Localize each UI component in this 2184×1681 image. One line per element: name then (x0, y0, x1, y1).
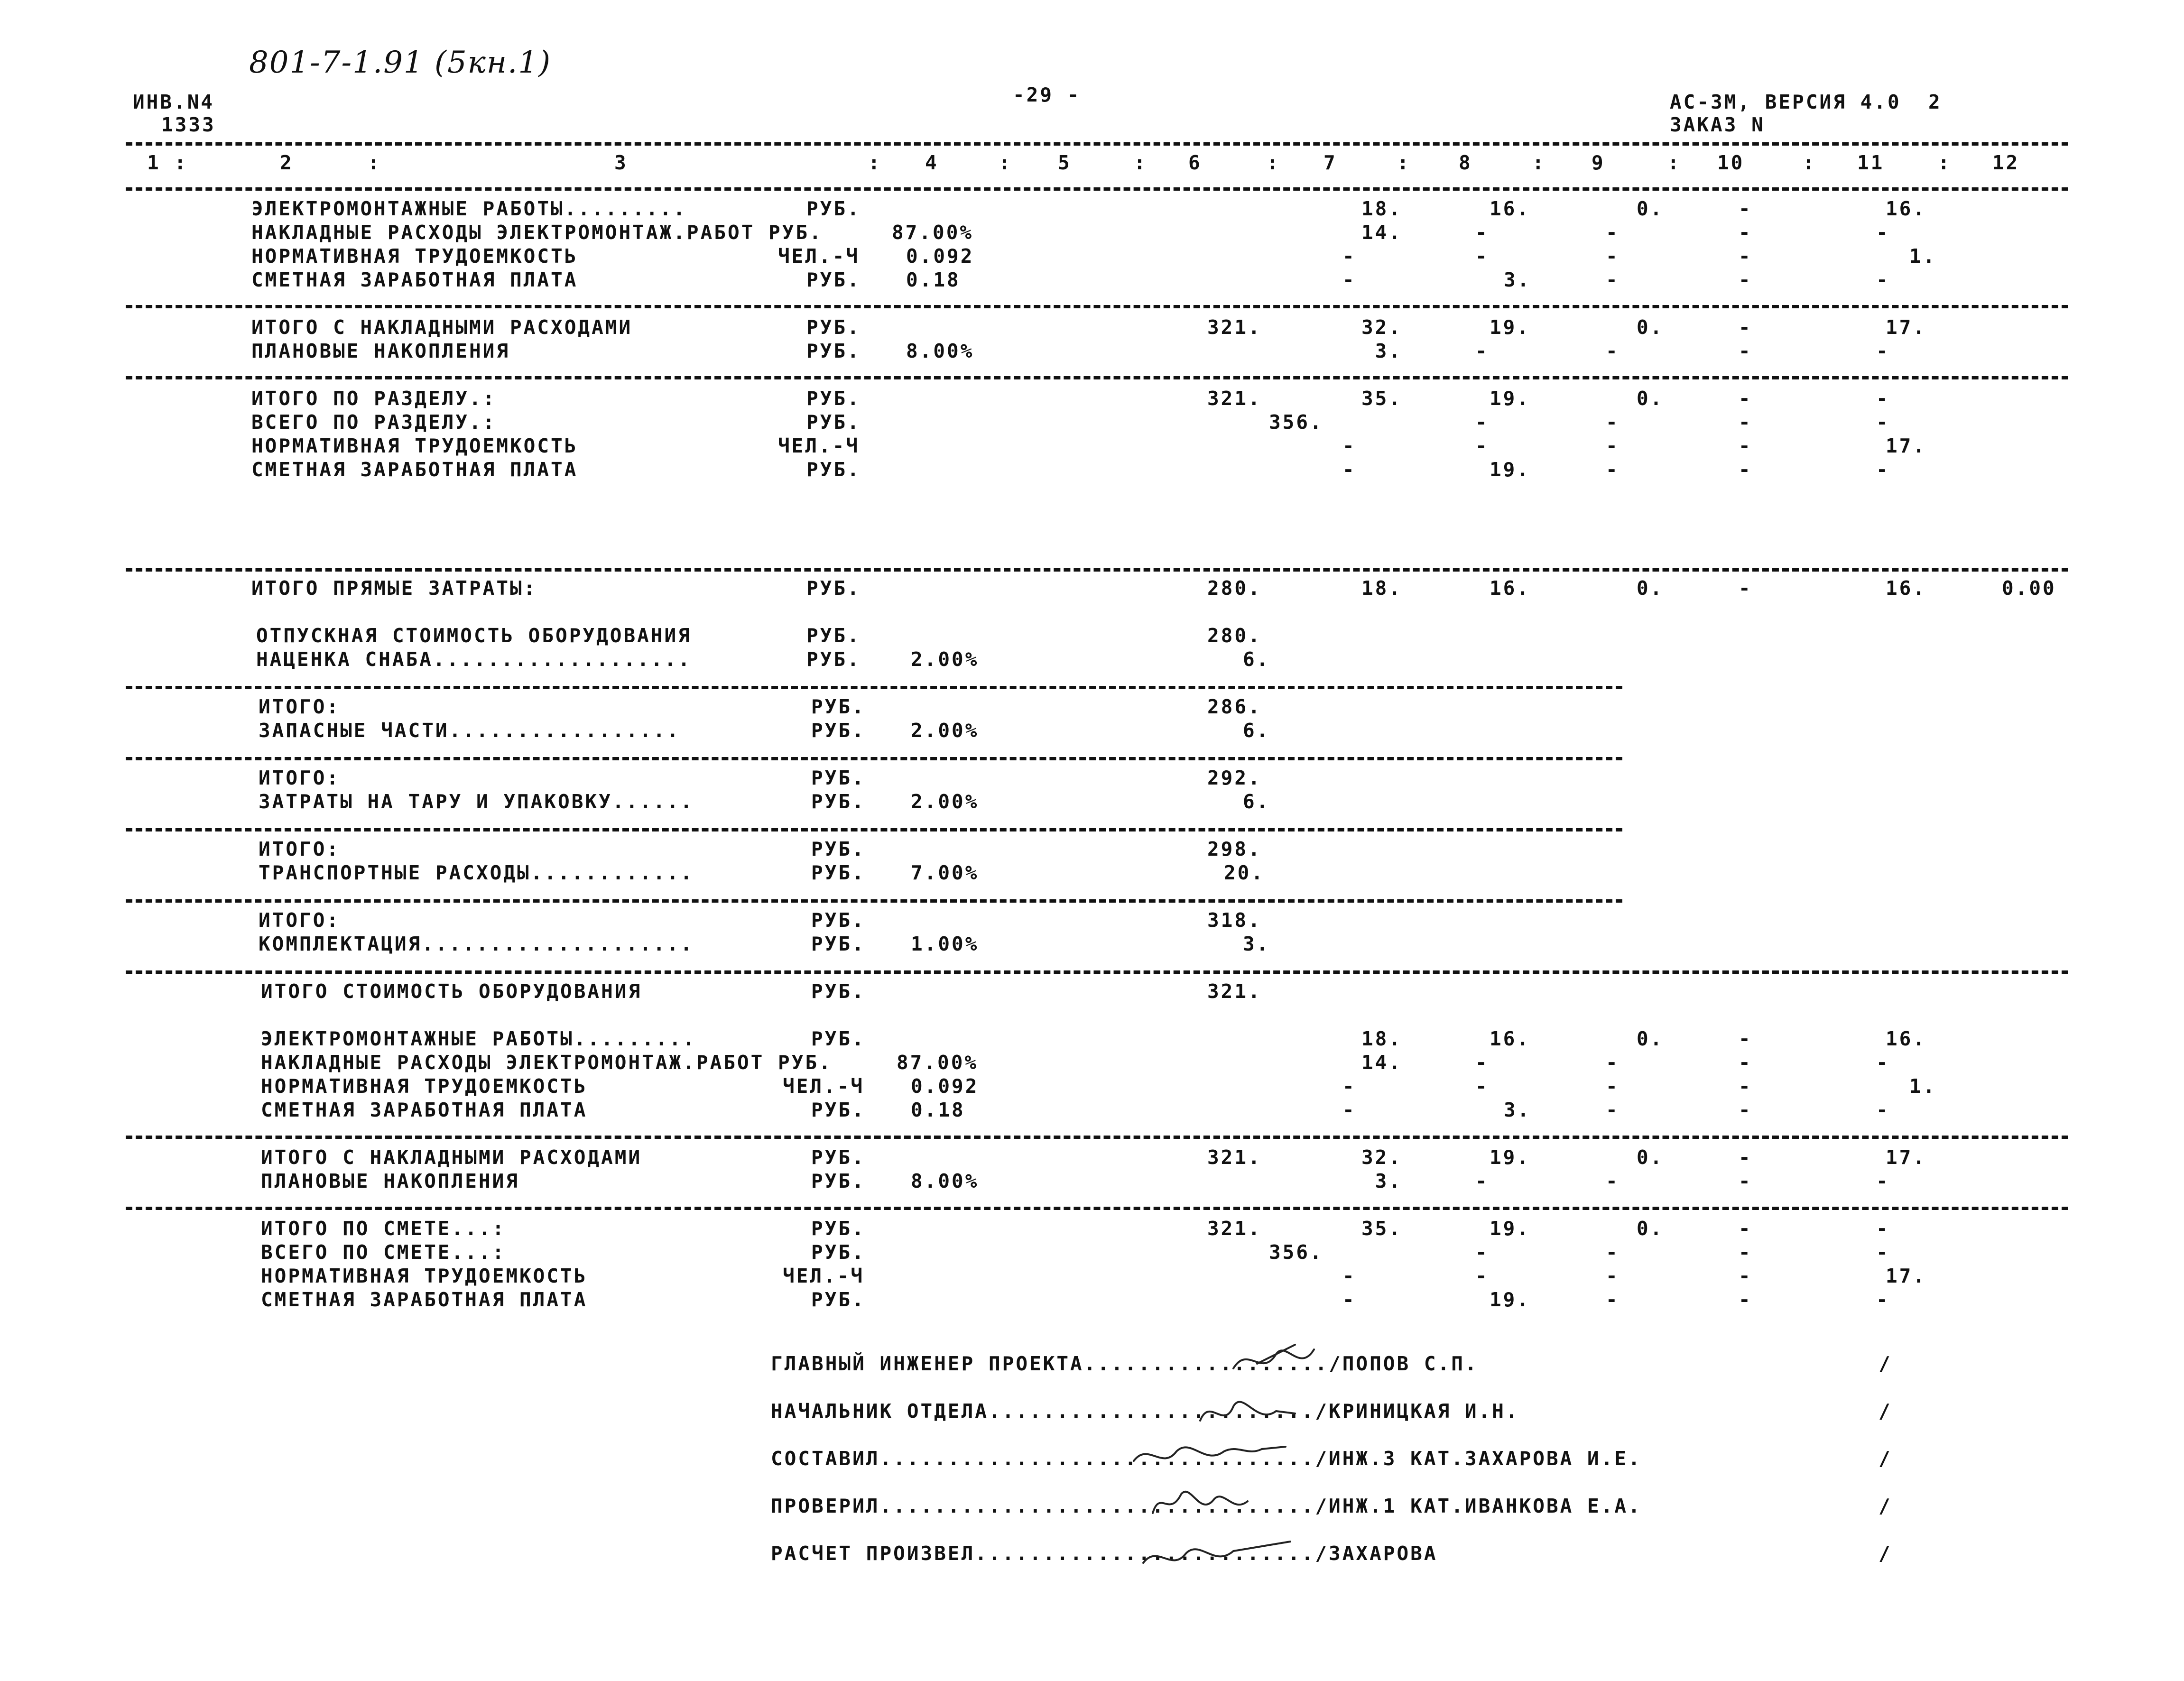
row-value: 321. (1207, 1146, 1262, 1169)
row-value: РУБ. (806, 624, 861, 647)
row-value: РУБ. (806, 648, 861, 671)
row-value: РУБ. (811, 980, 866, 1003)
row-value: - (1739, 1170, 1752, 1192)
row-value: РУБ. (811, 1241, 866, 1264)
handwritten-signature (1129, 1437, 1300, 1489)
row-label: ИТОГО С НАКЛАДНЫМИ РАСХОДАМИ (251, 316, 633, 339)
inventory-label: ИНВ.N4 (133, 91, 215, 113)
row-value: РУБ. (811, 790, 866, 813)
row-value: 14. (1361, 221, 1403, 244)
row-value: 321. (1207, 980, 1262, 1003)
row-value: 20. (1224, 861, 1265, 884)
column-number: 5 (1058, 151, 1072, 174)
row-value: 19. (1490, 316, 1531, 339)
row-value: - (1876, 1051, 1890, 1074)
row-value: - (1475, 1265, 1489, 1287)
dashed-separator (126, 568, 2068, 572)
row-value: - (1739, 1288, 1752, 1311)
row-value: РУБ. (806, 577, 861, 600)
row-value: 3. (1243, 933, 1270, 955)
row-value: 298. (1207, 838, 1262, 860)
row-value: 0.092 (911, 1075, 979, 1098)
row-value: - (1739, 1051, 1752, 1074)
row-value: 321. (1207, 316, 1262, 339)
row-value: РУБ. (811, 767, 866, 789)
row-label: НАКЛАДНЫЕ РАСХОДЫ ЭЛЕКТРОМОНТАЖ.РАБОТ РУБ. (261, 1051, 833, 1074)
row-value: - (1606, 411, 1619, 434)
page-number: -29 - (1013, 83, 1081, 106)
signature-line-end: / (1879, 1495, 1892, 1517)
row-value: - (1739, 221, 1752, 244)
row-value: РУБ. (806, 387, 861, 410)
dashed-separator (126, 142, 2068, 146)
row-value: - (1606, 1051, 1619, 1074)
row-value: 356. (1269, 1241, 1323, 1264)
column-number: : (868, 151, 882, 174)
row-value: 3. (1361, 1170, 1403, 1192)
column-number: : (1938, 151, 1952, 174)
row-value: РУБ. (811, 695, 866, 718)
row-value: - (1739, 316, 1752, 339)
column-number: : (1532, 151, 1546, 174)
row-value: - (1606, 1075, 1619, 1098)
row-value: ЧЕЛ.-Ч (783, 1265, 865, 1287)
row-value: РУБ. (811, 861, 866, 884)
handwritten-signature (1195, 1392, 1366, 1444)
row-value: - (1739, 411, 1752, 434)
row-label: ОТПУСКНАЯ СТОИМОСТЬ ОБОРУДОВАНИЯ (256, 624, 692, 647)
row-value: РУБ. (811, 909, 866, 932)
row-value: - (1475, 411, 1489, 434)
dashed-separator (126, 1136, 2068, 1139)
row-value: 321. (1207, 387, 1262, 410)
row-label: ВСЕГО ПО СМЕТЕ...: (261, 1241, 506, 1264)
row-value: - (1876, 458, 1890, 481)
row-value: 3. (1504, 268, 1531, 291)
row-value: - (1739, 268, 1752, 291)
row-value: - (1876, 268, 1890, 291)
handwritten-signature (1138, 1537, 1309, 1589)
row-label: ПЛАНОВЫЕ НАКОПЛЕНИЯ (251, 340, 510, 362)
row-value: ЧЕЛ.-Ч (783, 1075, 865, 1098)
row-label: СМЕТНАЯ ЗАРАБОТНАЯ ПЛАТА (251, 458, 578, 481)
row-value: РУБ. (811, 1170, 866, 1192)
row-label: ЭЛЕКТРОМОНТАЖНЫЕ РАБОТЫ......... (261, 1027, 696, 1050)
row-value: - (1606, 1170, 1619, 1192)
signature-line: РАСЧЕТ ПРОИЗВЕЛ........................./ЗАХАРОВА (771, 1542, 1438, 1565)
row-value: - (1876, 1170, 1890, 1192)
row-value: РУБ. (811, 1288, 866, 1311)
row-value: - (1876, 1217, 1890, 1240)
row-value: - (1739, 577, 1752, 600)
row-value: - (1606, 1265, 1619, 1287)
signature-line: ПРОВЕРИЛ................................/ИНЖ.1 КАТ.ИВАНКОВА Е.А. (771, 1495, 1642, 1517)
row-value: - (1739, 458, 1752, 481)
dashed-separator (126, 1207, 2068, 1210)
row-value: - (1606, 458, 1619, 481)
row-value: 2.00% (911, 790, 979, 813)
row-value: - (1606, 1241, 1619, 1264)
row-value: 14. (1361, 1051, 1403, 1074)
row-value: 35. (1361, 1217, 1403, 1240)
row-value: 17. (1886, 1146, 1927, 1169)
row-value: 0.18 (911, 1099, 965, 1121)
row-value: 32. (1361, 1146, 1403, 1169)
row-value: РУБ. (806, 458, 861, 481)
handwritten-signature (1229, 1335, 1399, 1387)
row-label: ИТОГО: (259, 838, 341, 860)
row-value: 6. (1243, 719, 1270, 742)
row-value: РУБ. (811, 933, 866, 955)
row-value: - (1739, 1027, 1752, 1050)
signature-line: СОСТАВИЛ................................/ИНЖ.3 КАТ.ЗАХАРОВА И.Е. (771, 1447, 1642, 1470)
row-value: - (1739, 1217, 1752, 1240)
row-label: ЗАПАСНЫЕ ЧАСТИ................. (259, 719, 681, 742)
row-label: ИТОГО ПО РАЗДЕЛУ.: (251, 387, 497, 410)
column-number: 11 (1857, 151, 1885, 174)
signature-line: НАЧАЛЬНИК ОТДЕЛА......................../КРИНИЦКАЯ И.Н. (771, 1400, 1519, 1422)
row-value: 8.00% (911, 1170, 979, 1192)
row-value: 16. (1886, 197, 1927, 220)
row-value: 0.18 (906, 268, 961, 291)
row-value: 16. (1490, 577, 1531, 600)
row-label: НАЦЕНКА СНАБА................... (256, 648, 692, 671)
row-value: 0.00 (2002, 577, 2056, 600)
row-value: РУБ. (811, 838, 866, 860)
row-label: ВСЕГО ПО РАЗДЕЛУ.: (251, 411, 497, 434)
row-value: 3. (1361, 340, 1403, 362)
signature-line-end: / (1879, 1542, 1892, 1565)
row-value: - (1606, 340, 1619, 362)
signature-line: ГЛАВНЫЙ ИНЖЕНЕР ПРОЕКТА................../ПОПОВ С.П. (771, 1352, 1479, 1375)
row-value: 280. (1207, 624, 1262, 647)
handwritten-document-code: 801-7-1.91 (5кн.1) (249, 45, 552, 80)
row-label: СМЕТНАЯ ЗАРАБОТНАЯ ПЛАТА (251, 268, 578, 291)
row-value: 0. (1637, 387, 1664, 410)
dashed-separator (126, 305, 2068, 308)
row-label: ИТОГО СТОИМОСТЬ ОБОРУДОВАНИЯ (261, 980, 642, 1003)
row-value: - (1475, 245, 1489, 268)
dashed-separator (126, 899, 1622, 903)
row-value: - (1739, 340, 1752, 362)
column-number: : (1267, 151, 1280, 174)
row-value: 0. (1637, 197, 1664, 220)
column-number: 1 : (147, 151, 188, 174)
row-value: РУБ. (811, 1099, 866, 1121)
row-value: 321. (1207, 1217, 1262, 1240)
row-label: НОРМАТИВНАЯ ТРУДОЕМКОСТЬ (261, 1075, 588, 1098)
row-value: 7.00% (911, 861, 979, 884)
row-value: 6. (1243, 648, 1270, 671)
row-value: - (1475, 340, 1489, 362)
dashed-separator (126, 970, 2068, 974)
program-version: АС-3М, ВЕРСИЯ 4.0 2 (1670, 91, 1942, 113)
row-label: ИТОГО ПО СМЕТЕ...: (261, 1217, 506, 1240)
row-value: 16. (1490, 197, 1531, 220)
row-label: ЭЛЕКТРОМОНТАЖНЫЕ РАБОТЫ......... (251, 197, 687, 220)
row-value: РУБ. (811, 1146, 866, 1169)
row-value: 19. (1490, 1288, 1531, 1311)
row-value: 0. (1637, 1146, 1664, 1169)
row-value: - (1475, 1241, 1489, 1264)
dashed-separator (126, 686, 1622, 689)
row-value: - (1739, 434, 1752, 457)
row-value: - (1739, 1146, 1752, 1169)
column-number: 12 (1992, 151, 2020, 174)
row-value: 18. (1361, 1027, 1403, 1050)
column-number: 2 (280, 151, 294, 174)
row-value: 6. (1243, 790, 1270, 813)
column-number: 8 (1459, 151, 1472, 174)
dashed-separator (126, 376, 2068, 379)
row-value: 0. (1637, 316, 1664, 339)
row-label: ТРАНСПОРТНЫЕ РАСХОДЫ............ (259, 861, 694, 884)
column-number: 6 (1188, 151, 1202, 174)
row-value: РУБ. (806, 316, 861, 339)
row-value: 3. (1504, 1099, 1531, 1121)
row-value: - (1739, 197, 1752, 220)
row-value: - (1475, 221, 1489, 244)
row-value: - (1342, 1099, 1356, 1121)
row-value: - (1606, 221, 1619, 244)
row-value: - (1475, 1051, 1489, 1074)
row-value: - (1876, 1099, 1890, 1121)
row-label: СМЕТНАЯ ЗАРАБОТНАЯ ПЛАТА (261, 1288, 588, 1311)
row-value: - (1739, 1241, 1752, 1264)
row-value: - (1739, 1099, 1752, 1121)
row-value: 8.00% (906, 340, 974, 362)
row-value: - (1475, 1075, 1489, 1098)
row-value: 17. (1886, 434, 1927, 457)
row-value: 87.00% (892, 221, 974, 244)
row-value: - (1342, 1288, 1356, 1311)
row-value: 19. (1490, 387, 1531, 410)
dashed-separator (126, 187, 2068, 191)
row-label: НОРМАТИВНАЯ ТРУДОЕМКОСТЬ (261, 1265, 588, 1287)
row-value: 0. (1637, 577, 1664, 600)
row-value: - (1606, 1288, 1619, 1311)
row-value: 280. (1207, 577, 1262, 600)
row-value: 16. (1886, 1027, 1927, 1050)
column-number: 10 (1717, 151, 1745, 174)
row-value: - (1342, 268, 1356, 291)
row-value: - (1475, 1170, 1489, 1192)
row-value: - (1876, 221, 1890, 244)
row-value: - (1739, 1265, 1752, 1287)
row-label: КОМПЛЕКТАЦИЯ.................... (259, 933, 694, 955)
row-label: НОРМАТИВНАЯ ТРУДОЕМКОСТЬ (251, 245, 578, 268)
row-value: 17. (1886, 316, 1927, 339)
row-value: 286. (1207, 695, 1262, 718)
row-value: - (1342, 434, 1356, 457)
order-label: ЗАКАЗ N (1670, 113, 1765, 136)
column-number: : (1803, 151, 1816, 174)
row-value: 0.092 (906, 245, 974, 268)
row-value: - (1739, 387, 1752, 410)
row-value: ЧЕЛ.-Ч (778, 434, 860, 457)
row-label: ЗАТРАТЫ НА ТАРУ И УПАКОВКУ...... (259, 790, 694, 813)
column-number: 7 (1323, 151, 1337, 174)
row-value: 17. (1886, 1265, 1927, 1287)
row-value: РУБ. (806, 340, 861, 362)
signature-line-end: / (1879, 1447, 1892, 1470)
row-value: 19. (1490, 1146, 1531, 1169)
column-number: : (368, 151, 381, 174)
inventory-number: 1333 (161, 113, 216, 136)
row-value: 1. (1909, 245, 1937, 268)
row-value: 16. (1490, 1027, 1531, 1050)
row-value: 2.00% (911, 648, 979, 671)
row-value: РУБ. (806, 268, 861, 291)
row-value: - (1739, 1075, 1752, 1098)
row-value: ЧЕЛ.-Ч (778, 245, 860, 268)
column-number: : (999, 151, 1012, 174)
row-value: РУБ. (811, 1217, 866, 1240)
row-value: - (1342, 1075, 1356, 1098)
row-value: 2.00% (911, 719, 979, 742)
row-value: 356. (1269, 411, 1323, 434)
row-label: НОРМАТИВНАЯ ТРУДОЕМКОСТЬ (251, 434, 578, 457)
row-value: 19. (1490, 1217, 1531, 1240)
row-value: - (1876, 387, 1890, 410)
row-label: СМЕТНАЯ ЗАРАБОТНАЯ ПЛАТА (261, 1099, 588, 1121)
row-value: - (1606, 1099, 1619, 1121)
row-value: - (1606, 434, 1619, 457)
row-value: - (1876, 1288, 1890, 1311)
row-value: 318. (1207, 909, 1262, 932)
row-label: НАКЛАДНЫЕ РАСХОДЫ ЭЛЕКТРОМОНТАЖ.РАБОТ РУБ. (251, 221, 823, 244)
row-label: ПЛАНОВЫЕ НАКОПЛЕНИЯ (261, 1170, 519, 1192)
column-number: : (1667, 151, 1681, 174)
row-value: - (1876, 411, 1890, 434)
row-value: 0. (1637, 1217, 1664, 1240)
column-number: : (1397, 151, 1411, 174)
row-value: 1. (1909, 1075, 1937, 1098)
row-value: - (1342, 1265, 1356, 1287)
row-value: 87.00% (897, 1051, 979, 1074)
column-number: 9 (1592, 151, 1605, 174)
row-value: - (1876, 340, 1890, 362)
dashed-separator (126, 828, 1622, 831)
handwritten-signature (1148, 1485, 1319, 1537)
row-label: ИТОГО ПРЯМЫЕ ЗАТРАТЫ: (251, 577, 537, 600)
row-value: 32. (1361, 316, 1403, 339)
column-number: 4 (925, 151, 939, 174)
dashed-separator (126, 757, 1622, 760)
row-value: РУБ. (806, 411, 861, 434)
row-value: - (1606, 245, 1619, 268)
row-value: 0. (1637, 1027, 1664, 1050)
row-value: 292. (1207, 767, 1262, 789)
row-value: 18. (1361, 197, 1403, 220)
row-value: РУБ. (811, 719, 866, 742)
signature-line-end: / (1879, 1400, 1892, 1422)
row-value: - (1739, 245, 1752, 268)
row-value: 35. (1361, 387, 1403, 410)
row-value: - (1606, 268, 1619, 291)
row-value: 1.00% (911, 933, 979, 955)
row-value: - (1342, 245, 1356, 268)
row-value: 19. (1490, 458, 1531, 481)
row-value: РУБ. (811, 1027, 866, 1050)
row-value: - (1342, 458, 1356, 481)
row-value: - (1876, 1241, 1890, 1264)
row-label: ИТОГО: (259, 767, 341, 789)
signature-line-end: / (1879, 1352, 1892, 1375)
row-value: РУБ. (806, 197, 861, 220)
row-value: - (1475, 434, 1489, 457)
row-value: 16. (1886, 577, 1927, 600)
row-value: 18. (1361, 577, 1403, 600)
column-number: 3 (614, 151, 628, 174)
row-label: ИТОГО: (259, 695, 341, 718)
row-label: ИТОГО С НАКЛАДНЫМИ РАСХОДАМИ (261, 1146, 642, 1169)
column-number: : (1134, 151, 1148, 174)
row-label: ИТОГО: (259, 909, 341, 932)
